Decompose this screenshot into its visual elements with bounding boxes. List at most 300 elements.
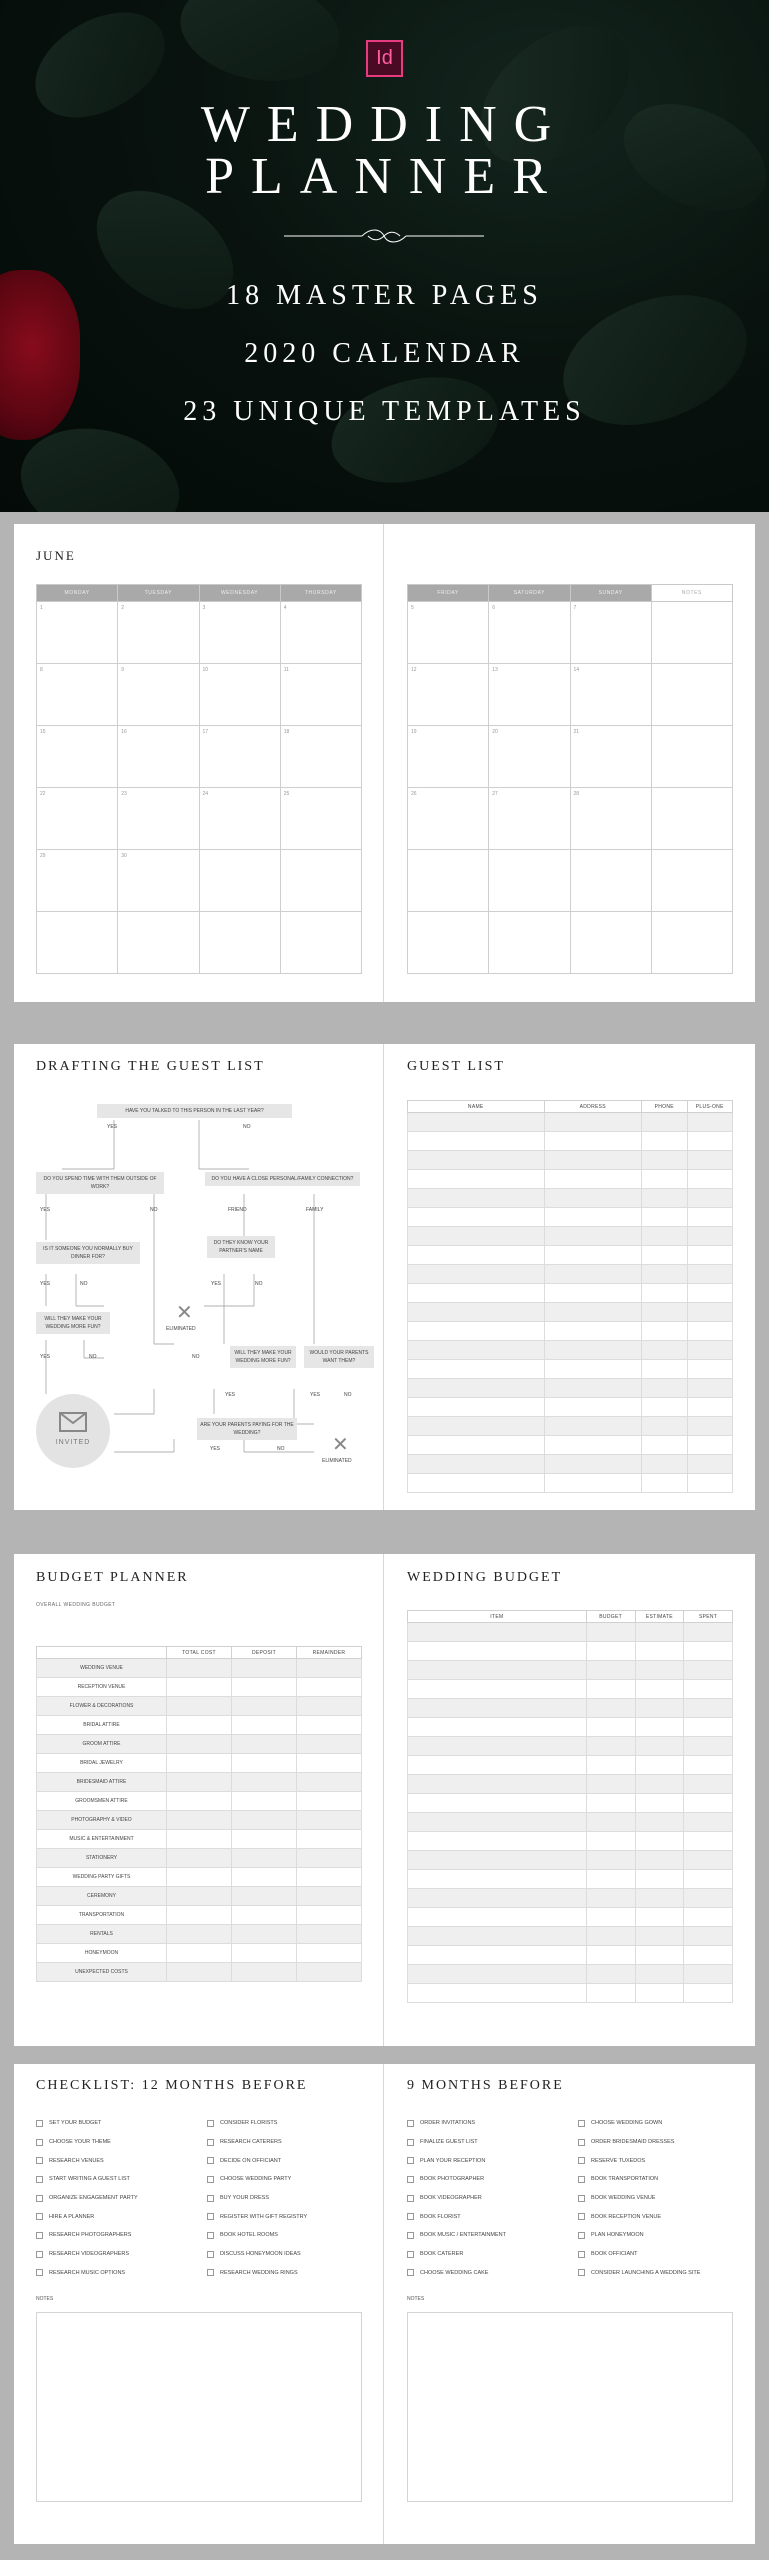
checkbox[interactable] <box>207 2120 214 2127</box>
checkbox[interactable] <box>207 2176 214 2183</box>
table-cell[interactable] <box>684 1851 733 1870</box>
table-cell[interactable] <box>586 1813 635 1832</box>
table-cell[interactable] <box>642 1436 688 1455</box>
table-cell[interactable] <box>408 1227 545 1246</box>
table-cell[interactable] <box>687 1398 733 1417</box>
table-cell[interactable] <box>642 1208 688 1227</box>
table-cell[interactable] <box>232 1811 297 1830</box>
table-cell[interactable] <box>167 1659 232 1678</box>
table-cell[interactable] <box>408 1151 545 1170</box>
calendar-day-cell[interactable]: 19 <box>408 726 489 788</box>
checklist-item <box>36 2264 138 2283</box>
table-cell[interactable] <box>297 1716 362 1735</box>
table-cell[interactable] <box>408 1927 587 1946</box>
table-cell[interactable] <box>586 1680 635 1699</box>
table-cell[interactable] <box>232 1830 297 1849</box>
table-cell[interactable] <box>544 1341 642 1360</box>
table-cell[interactable] <box>635 1794 684 1813</box>
table-cell[interactable] <box>167 1792 232 1811</box>
guest-flow-page <box>14 1044 384 1510</box>
calendar-day-cell[interactable]: 26 <box>408 788 489 850</box>
checkbox[interactable] <box>207 2232 214 2239</box>
table-cell[interactable] <box>408 1417 545 1436</box>
table-cell[interactable] <box>635 1737 684 1756</box>
table-cell[interactable] <box>586 1775 635 1794</box>
checkbox[interactable] <box>578 2232 585 2239</box>
checkbox[interactable] <box>207 2139 214 2146</box>
table-cell[interactable] <box>642 1246 688 1265</box>
table-cell[interactable] <box>687 1189 733 1208</box>
table-cell[interactable] <box>167 1944 232 1963</box>
table-cell[interactable] <box>635 1851 684 1870</box>
table-cell[interactable] <box>684 1737 733 1756</box>
table-cell[interactable] <box>642 1322 688 1341</box>
table-cell[interactable] <box>297 1849 362 1868</box>
table-cell[interactable] <box>687 1455 733 1474</box>
table-cell[interactable] <box>232 1735 297 1754</box>
table-cell[interactable] <box>232 1906 297 1925</box>
calendar-day-cell[interactable] <box>280 850 361 912</box>
table-cell[interactable] <box>544 1170 642 1189</box>
table-cell[interactable] <box>408 1642 587 1661</box>
table-cell[interactable] <box>687 1151 733 1170</box>
table-cell[interactable] <box>687 1113 733 1132</box>
table-cell[interactable] <box>408 1813 587 1832</box>
table-cell[interactable] <box>408 1889 587 1908</box>
checkbox[interactable] <box>578 2120 585 2127</box>
table-cell[interactable] <box>642 1170 688 1189</box>
table-cell[interactable] <box>167 1697 232 1716</box>
table-cell[interactable] <box>642 1379 688 1398</box>
table-cell[interactable] <box>684 1870 733 1889</box>
table-cell[interactable] <box>408 1474 545 1493</box>
table-cell[interactable] <box>635 1908 684 1927</box>
calendar-day-cell[interactable]: 20 <box>489 726 570 788</box>
checkbox[interactable] <box>36 2213 43 2220</box>
table-cell[interactable] <box>687 1170 733 1189</box>
table-cell[interactable] <box>408 1737 587 1756</box>
table-cell[interactable] <box>642 1360 688 1379</box>
checkbox[interactable] <box>407 2139 414 2146</box>
table-cell[interactable] <box>544 1398 642 1417</box>
table-cell[interactable] <box>544 1208 642 1227</box>
table-cell[interactable] <box>544 1360 642 1379</box>
checkbox[interactable] <box>578 2195 585 2202</box>
calendar-day-cell[interactable]: 11 <box>280 664 361 726</box>
table-cell[interactable] <box>586 1832 635 1851</box>
table-cell[interactable] <box>297 1906 362 1925</box>
table-cell[interactable] <box>408 1661 587 1680</box>
table-cell[interactable] <box>684 1813 733 1832</box>
checkbox[interactable] <box>407 2251 414 2258</box>
table-cell[interactable] <box>635 1889 684 1908</box>
table-cell[interactable] <box>408 1303 545 1322</box>
table-cell[interactable] <box>167 1811 232 1830</box>
table-cell[interactable] <box>408 1851 587 1870</box>
table-cell[interactable] <box>544 1227 642 1246</box>
table-cell[interactable] <box>297 1944 362 1963</box>
calendar-day-cell[interactable]: 17 <box>199 726 280 788</box>
calendar-day-cell[interactable] <box>651 788 732 850</box>
table-cell[interactable] <box>586 1718 635 1737</box>
table-cell[interactable] <box>167 1963 232 1982</box>
calendar-day-cell[interactable] <box>280 912 361 974</box>
table-cell[interactable] <box>408 1398 545 1417</box>
calendar-day-cell[interactable] <box>651 912 732 974</box>
calendar-day-cell[interactable]: 15 <box>37 726 118 788</box>
table-cell[interactable] <box>586 1946 635 1965</box>
calendar-day-cell[interactable] <box>570 850 651 912</box>
table-cell[interactable] <box>687 1417 733 1436</box>
table-cell[interactable] <box>232 1792 297 1811</box>
checkbox[interactable] <box>36 2139 43 2146</box>
table-cell[interactable] <box>684 1832 733 1851</box>
table-cell[interactable] <box>635 1984 684 2003</box>
table-cell[interactable] <box>297 1697 362 1716</box>
calendar-day-cell[interactable]: 25 <box>280 788 361 850</box>
calendar-day-cell[interactable] <box>199 912 280 974</box>
table-cell[interactable] <box>408 1680 587 1699</box>
table-cell[interactable] <box>635 1965 684 1984</box>
table-cell[interactable] <box>684 1984 733 2003</box>
table-cell[interactable] <box>167 1849 232 1868</box>
table-cell[interactable] <box>408 1113 545 1132</box>
table-cell[interactable] <box>635 1680 684 1699</box>
table-cell[interactable] <box>297 1887 362 1906</box>
checkbox[interactable] <box>578 2176 585 2183</box>
table-cell[interactable] <box>544 1322 642 1341</box>
table-cell[interactable] <box>687 1360 733 1379</box>
checkbox[interactable] <box>407 2157 414 2164</box>
table-cell[interactable] <box>642 1265 688 1284</box>
checkbox[interactable] <box>407 2195 414 2202</box>
table-cell[interactable] <box>586 1889 635 1908</box>
table-cell[interactable] <box>642 1303 688 1322</box>
table-cell[interactable] <box>297 1811 362 1830</box>
table-cell[interactable] <box>687 1303 733 1322</box>
calendar-day-cell[interactable]: 12 <box>408 664 489 726</box>
table-cell[interactable] <box>232 1678 297 1697</box>
table-cell[interactable] <box>544 1113 642 1132</box>
table-cell[interactable] <box>684 1623 733 1642</box>
calendar-day-cell[interactable] <box>651 726 732 788</box>
table-cell[interactable] <box>684 1908 733 1927</box>
checkbox[interactable] <box>36 2269 43 2276</box>
calendar-day-cell[interactable]: 2 <box>118 602 199 664</box>
table-cell[interactable] <box>297 1659 362 1678</box>
table-cell[interactable] <box>642 1132 688 1151</box>
table-cell[interactable] <box>544 1455 642 1474</box>
calendar-day-cell[interactable]: 27 <box>489 788 570 850</box>
table-cell[interactable] <box>167 1716 232 1735</box>
checkbox[interactable] <box>207 2269 214 2276</box>
calendar-day-cell[interactable]: 23 <box>118 788 199 850</box>
table-cell[interactable] <box>408 1208 545 1227</box>
table-cell[interactable] <box>167 1773 232 1792</box>
table-cell[interactable] <box>642 1474 688 1493</box>
table-cell[interactable] <box>408 1170 545 1189</box>
calendar-day-cell[interactable]: 14 <box>570 664 651 726</box>
table-cell[interactable] <box>232 1925 297 1944</box>
table-cell[interactable] <box>408 1189 545 1208</box>
table-cell[interactable] <box>586 1699 635 1718</box>
table-cell[interactable] <box>408 1832 587 1851</box>
checkbox[interactable] <box>578 2269 585 2276</box>
table-cell[interactable] <box>408 1775 587 1794</box>
calendar-day-cell[interactable]: 29 <box>37 850 118 912</box>
table-cell[interactable] <box>408 1718 587 1737</box>
table-cell[interactable] <box>684 1927 733 1946</box>
table-cell[interactable] <box>586 1908 635 1927</box>
table-cell[interactable] <box>642 1189 688 1208</box>
calendar-day-cell[interactable]: 4 <box>280 602 361 664</box>
table-cell[interactable] <box>687 1379 733 1398</box>
table-cell[interactable] <box>408 1341 545 1360</box>
table-cell[interactable] <box>408 1908 587 1927</box>
table-cell[interactable] <box>232 1868 297 1887</box>
calendar-day-cell[interactable] <box>651 664 732 726</box>
table-cell[interactable] <box>232 1963 297 1982</box>
calendar-day-cell[interactable] <box>199 850 280 912</box>
table-cell[interactable] <box>408 1284 545 1303</box>
calendar-day-cell[interactable]: 24 <box>199 788 280 850</box>
calendar-day-cell[interactable]: 3 <box>199 602 280 664</box>
table-cell[interactable] <box>642 1341 688 1360</box>
table-cell[interactable] <box>408 1794 587 1813</box>
table-cell[interactable] <box>687 1246 733 1265</box>
calendar-day-cell[interactable] <box>651 850 732 912</box>
table-cell[interactable] <box>167 1868 232 1887</box>
table-cell[interactable] <box>408 1265 545 1284</box>
table-cell[interactable] <box>635 1946 684 1965</box>
checkbox[interactable] <box>207 2251 214 2258</box>
calendar-day-cell[interactable]: 1 <box>37 602 118 664</box>
calendar-day-cell[interactable] <box>118 912 199 974</box>
table-cell[interactable] <box>642 1398 688 1417</box>
table-cell[interactable] <box>684 1965 733 1984</box>
table-cell[interactable] <box>635 1623 684 1642</box>
table-cell[interactable] <box>297 1963 362 1982</box>
table-cell[interactable] <box>635 1642 684 1661</box>
checkbox[interactable] <box>407 2120 414 2127</box>
calendar-day-cell[interactable]: 10 <box>199 664 280 726</box>
calendar-day-cell[interactable]: 21 <box>570 726 651 788</box>
calendar-day-cell[interactable] <box>489 912 570 974</box>
table-cell[interactable] <box>684 1718 733 1737</box>
table-cell[interactable] <box>232 1849 297 1868</box>
calendar-day-cell[interactable]: 28 <box>570 788 651 850</box>
table-cell[interactable] <box>684 1699 733 1718</box>
notes-area-12[interactable] <box>36 2312 362 2502</box>
table-cell[interactable] <box>687 1284 733 1303</box>
checkbox[interactable] <box>578 2213 585 2220</box>
table-cell[interactable] <box>586 1870 635 1889</box>
table-cell[interactable] <box>232 1773 297 1792</box>
calendar-day-cell[interactable] <box>489 850 570 912</box>
table-cell[interactable] <box>297 1792 362 1811</box>
calendar-day-cell[interactable]: 16 <box>118 726 199 788</box>
table-cell[interactable] <box>684 1889 733 1908</box>
table-cell[interactable] <box>687 1322 733 1341</box>
table-cell[interactable] <box>167 1754 232 1773</box>
table-cell[interactable] <box>408 1455 545 1474</box>
table-cell[interactable] <box>586 1737 635 1756</box>
table-cell[interactable] <box>408 1965 587 1984</box>
table-cell[interactable] <box>232 1697 297 1716</box>
table-cell[interactable] <box>544 1379 642 1398</box>
table-cell[interactable] <box>297 1678 362 1697</box>
table-cell[interactable] <box>297 1925 362 1944</box>
calendar-day-cell[interactable] <box>408 912 489 974</box>
table-cell[interactable] <box>635 1813 684 1832</box>
checkbox[interactable] <box>36 2251 43 2258</box>
calendar-day-cell[interactable]: 13 <box>489 664 570 726</box>
table-cell[interactable] <box>635 1718 684 1737</box>
table-cell[interactable] <box>544 1132 642 1151</box>
table-cell[interactable] <box>635 1661 684 1680</box>
table-cell[interactable] <box>684 1642 733 1661</box>
calendar-day-cell[interactable] <box>651 602 732 664</box>
table-cell[interactable] <box>408 1322 545 1341</box>
calendar-day-cell[interactable]: 22 <box>37 788 118 850</box>
table-cell[interactable] <box>642 1284 688 1303</box>
table-cell[interactable] <box>408 1984 587 2003</box>
checkbox[interactable] <box>36 2232 43 2239</box>
table-cell[interactable] <box>586 1642 635 1661</box>
table-cell[interactable] <box>167 1735 232 1754</box>
table-cell[interactable] <box>687 1265 733 1284</box>
table-cell[interactable] <box>544 1417 642 1436</box>
table-cell[interactable] <box>684 1756 733 1775</box>
checkbox[interactable] <box>578 2157 585 2164</box>
table-cell[interactable] <box>544 1265 642 1284</box>
table-cell[interactable] <box>687 1436 733 1455</box>
table-cell[interactable] <box>635 1870 684 1889</box>
notes-area-9[interactable] <box>407 2312 733 2502</box>
table-cell[interactable] <box>297 1735 362 1754</box>
table-cell[interactable] <box>408 1360 545 1379</box>
table-cell[interactable] <box>642 1417 688 1436</box>
calendar-day-cell[interactable]: 9 <box>118 664 199 726</box>
checkbox[interactable] <box>207 2213 214 2220</box>
table-cell[interactable] <box>635 1699 684 1718</box>
checkbox[interactable] <box>207 2157 214 2164</box>
table-cell[interactable] <box>642 1227 688 1246</box>
checkbox[interactable] <box>407 2176 414 2183</box>
table-cell[interactable] <box>687 1208 733 1227</box>
table-cell[interactable] <box>232 1716 297 1735</box>
table-cell[interactable] <box>232 1944 297 1963</box>
table-cell[interactable] <box>167 1925 232 1944</box>
table-cell[interactable] <box>408 1699 587 1718</box>
table-cell[interactable] <box>544 1189 642 1208</box>
table-cell[interactable] <box>684 1661 733 1680</box>
table-cell[interactable] <box>544 1436 642 1455</box>
checkbox[interactable] <box>207 2195 214 2202</box>
table-cell[interactable] <box>586 1756 635 1775</box>
calendar-day-cell[interactable]: 8 <box>37 664 118 726</box>
checkbox[interactable] <box>578 2251 585 2258</box>
table-cell[interactable] <box>408 1379 545 1398</box>
calendar-day-cell[interactable] <box>37 912 118 974</box>
table-cell[interactable] <box>167 1906 232 1925</box>
calendar-day-cell[interactable] <box>570 912 651 974</box>
checkbox[interactable] <box>36 2120 43 2127</box>
checkbox[interactable] <box>36 2195 43 2202</box>
checkbox[interactable] <box>407 2269 414 2276</box>
table-cell[interactable] <box>586 1851 635 1870</box>
table-cell[interactable] <box>232 1659 297 1678</box>
table-cell[interactable] <box>544 1303 642 1322</box>
table-cell[interactable] <box>297 1773 362 1792</box>
calendar-day-cell[interactable]: 6 <box>489 602 570 664</box>
checkbox[interactable] <box>578 2139 585 2146</box>
table-cell[interactable] <box>687 1132 733 1151</box>
table-cell[interactable] <box>408 1946 587 1965</box>
table-cell[interactable] <box>408 1246 545 1265</box>
table-cell[interactable] <box>635 1832 684 1851</box>
calendar-day-cell[interactable]: 5 <box>408 602 489 664</box>
table-cell[interactable] <box>167 1887 232 1906</box>
table-cell[interactable] <box>167 1830 232 1849</box>
table-cell[interactable] <box>297 1868 362 1887</box>
table-cell[interactable] <box>408 1756 587 1775</box>
table-cell[interactable] <box>544 1284 642 1303</box>
table-cell[interactable] <box>684 1680 733 1699</box>
table-cell[interactable] <box>544 1246 642 1265</box>
table-cell[interactable] <box>586 1661 635 1680</box>
table-cell[interactable] <box>684 1946 733 1965</box>
table-cell[interactable] <box>232 1754 297 1773</box>
checkbox[interactable] <box>36 2157 43 2164</box>
checkbox[interactable] <box>407 2232 414 2239</box>
calendar-day-cell[interactable]: 30 <box>118 850 199 912</box>
table-cell[interactable] <box>544 1151 642 1170</box>
table-cell[interactable] <box>642 1151 688 1170</box>
checkbox[interactable] <box>407 2213 414 2220</box>
table-cell[interactable] <box>544 1474 642 1493</box>
table-row <box>408 1189 733 1208</box>
table-cell[interactable] <box>684 1794 733 1813</box>
table-cell[interactable] <box>408 1436 545 1455</box>
calendar-day-cell[interactable] <box>408 850 489 912</box>
table-cell[interactable] <box>642 1455 688 1474</box>
table-cell[interactable] <box>687 1474 733 1493</box>
table-cell[interactable] <box>167 1678 232 1697</box>
table-cell[interactable] <box>687 1341 733 1360</box>
table-cell[interactable] <box>297 1754 362 1773</box>
table-cell[interactable] <box>586 1965 635 1984</box>
table-cell[interactable] <box>642 1113 688 1132</box>
calendar-day-cell[interactable]: 18 <box>280 726 361 788</box>
table-cell[interactable] <box>635 1927 684 1946</box>
table-cell[interactable] <box>297 1830 362 1849</box>
table-cell[interactable] <box>232 1887 297 1906</box>
table-cell[interactable] <box>408 1623 587 1642</box>
table-cell[interactable] <box>586 1984 635 2003</box>
table-cell[interactable] <box>586 1927 635 1946</box>
table-cell[interactable] <box>635 1775 684 1794</box>
table-cell[interactable] <box>408 1870 587 1889</box>
table-cell[interactable] <box>684 1775 733 1794</box>
table-cell[interactable] <box>586 1623 635 1642</box>
table-cell[interactable] <box>635 1756 684 1775</box>
table-cell[interactable] <box>408 1132 545 1151</box>
calendar-day-cell[interactable]: 7 <box>570 602 651 664</box>
table-cell[interactable] <box>687 1227 733 1246</box>
table-cell[interactable] <box>586 1794 635 1813</box>
checkbox[interactable] <box>36 2176 43 2183</box>
